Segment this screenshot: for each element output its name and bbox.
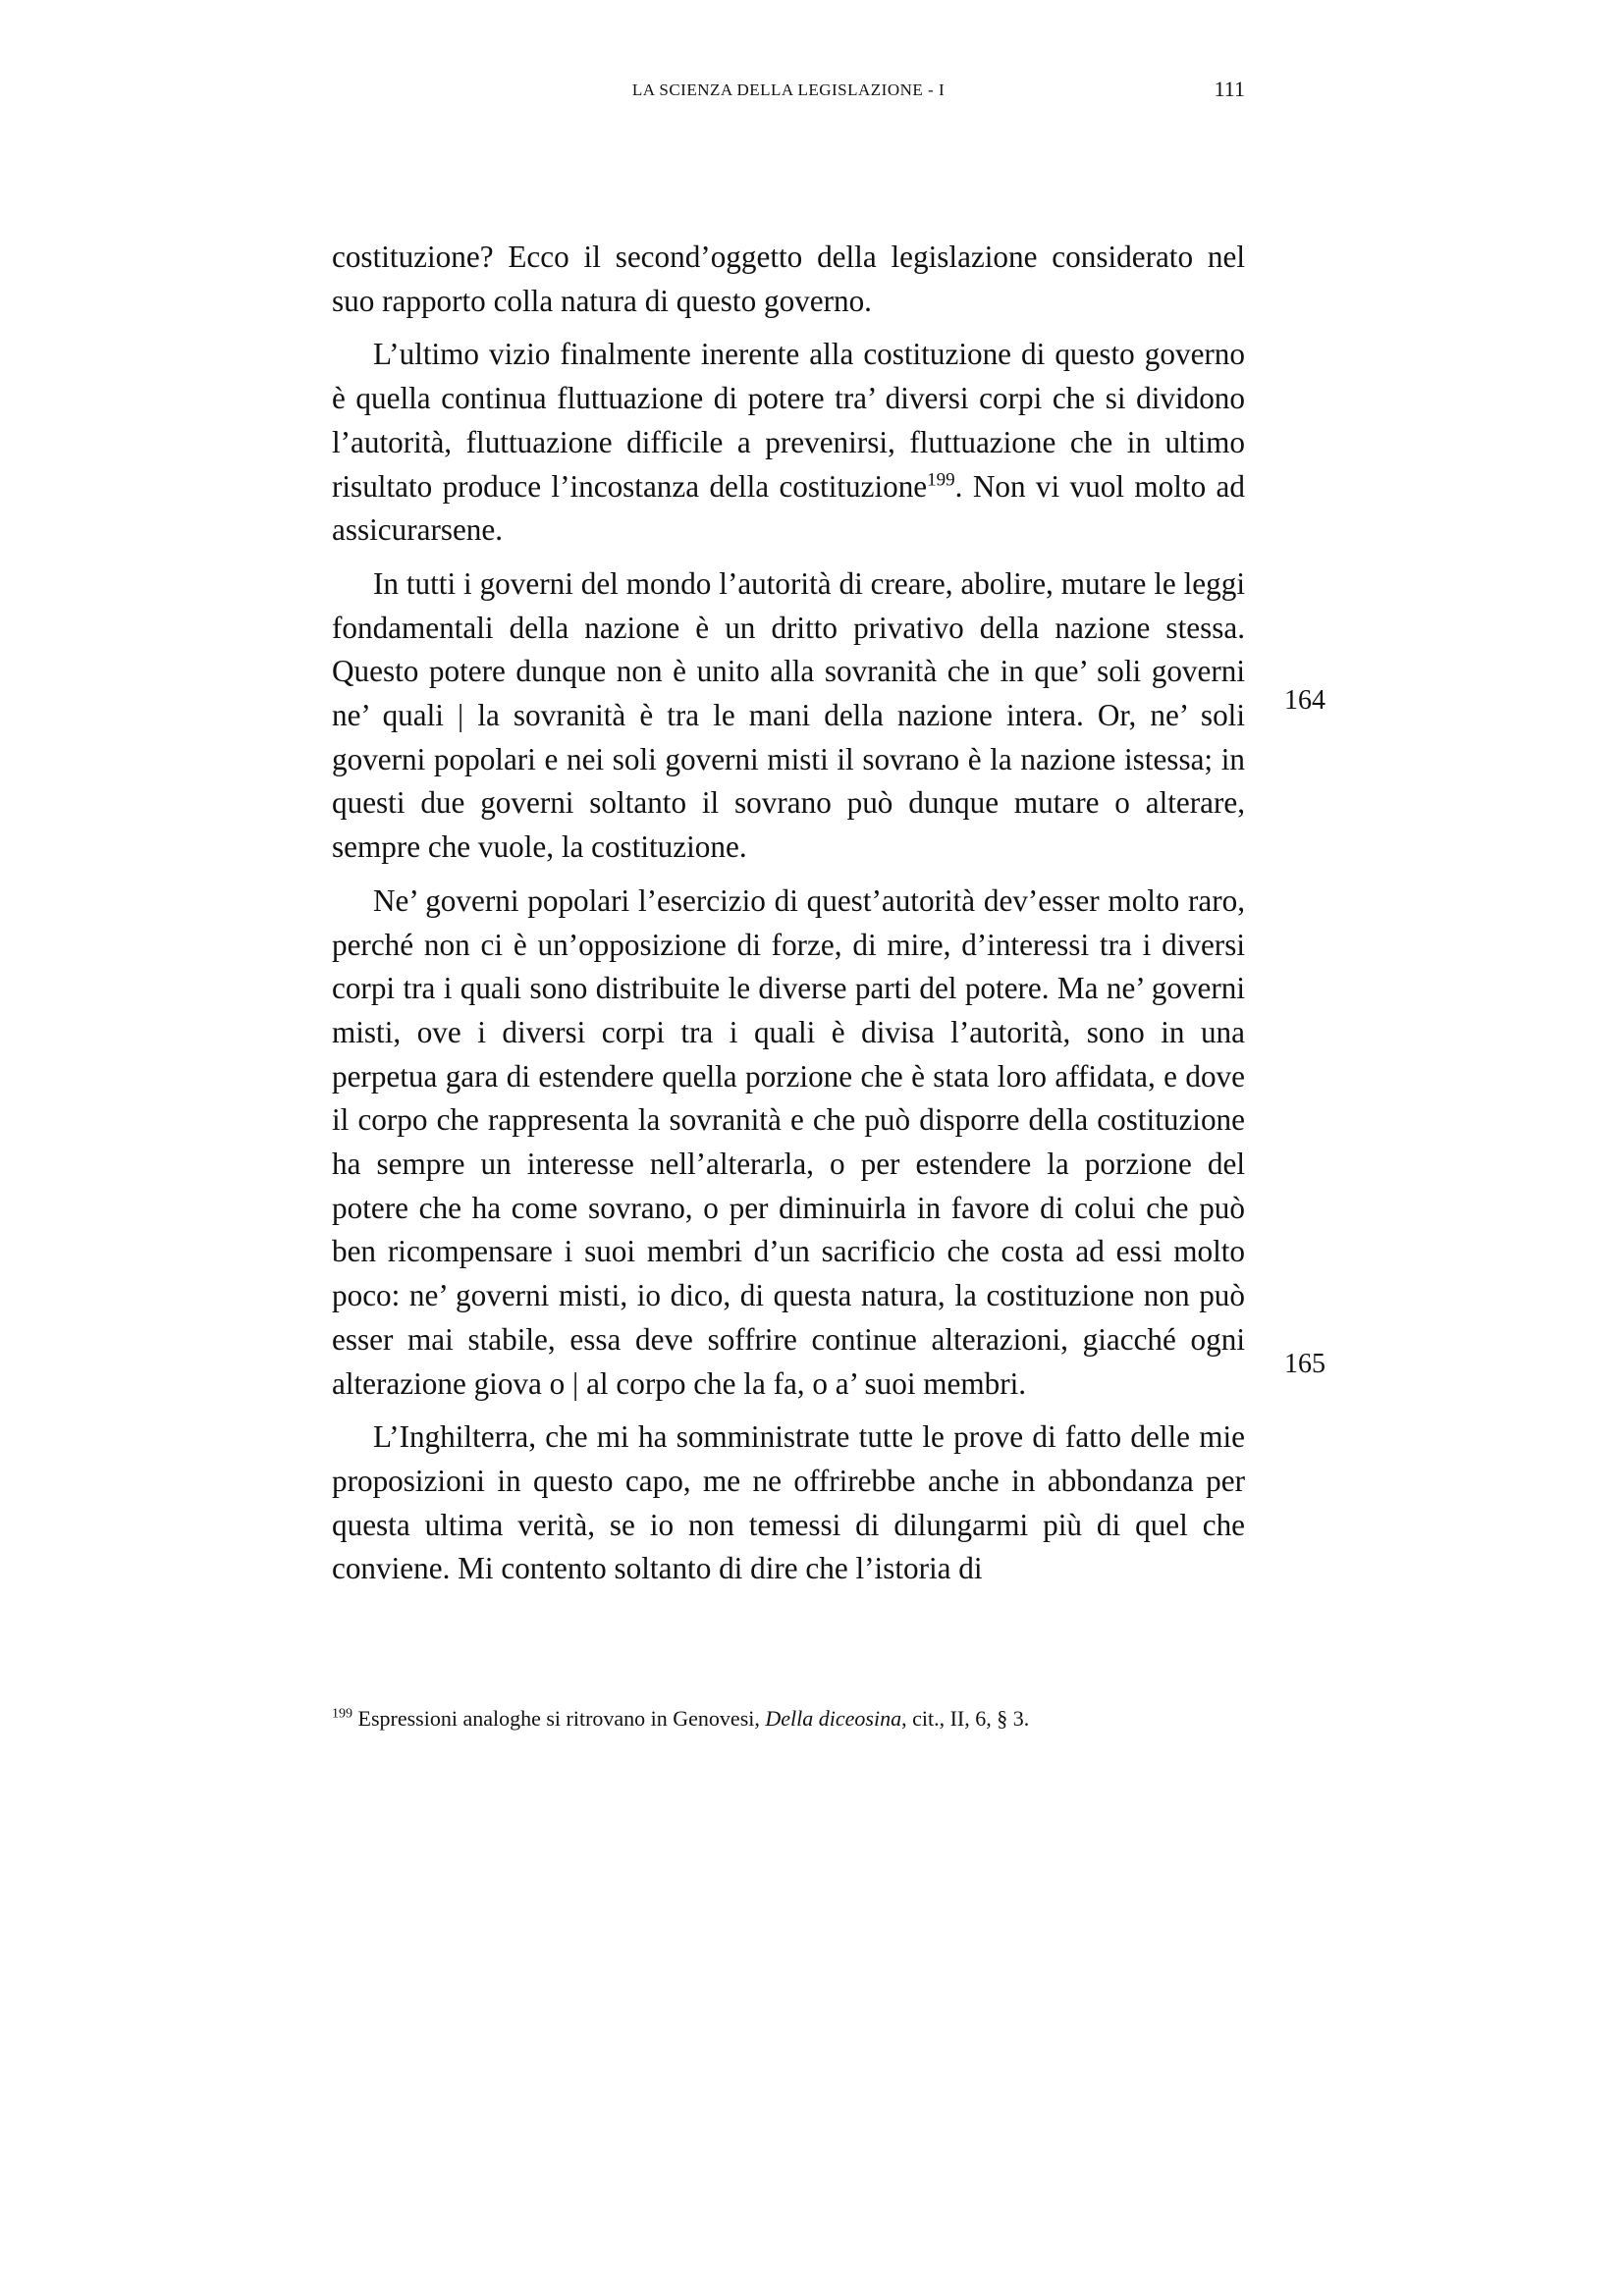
footnote-citation: , cit., II, 6, § 3. — [901, 1706, 1030, 1731]
page-number: 111 — [1214, 77, 1245, 101]
paragraph-5 — [332, 1415, 1245, 1591]
paragraph-4-text: Ne’ governi popolari l’esercizio di quest’autorità dev’esser molto raro, perché non ci è un’opposizione di forze, di mire, d’interessi tra i diversi corpi tra i quali sono distribuite le diverse parti del potere. Ma ne’ governi misti, ove i diversi corpi tra i quali è divisa l’autorità, sono in una perpetua gara di estendere quella porzione che è stata loro affidata, e dove il corpo che rappresenta la sovranità e che può disporre della costituzione ha sempre un interesse nell’alterarla, o per estendere la porzione del potere che ha come sovrano, o per diminuirla in favore di colui che può ben ricompensare i suoi membri d’un sacrificio che costa ad essi molto poco: ne’ governi misti, io dico, di questa natura, la costituzione non può esser mai stabile, essa deve soffrire continue alterazioni, giacché ogni alterazione giova o | al corpo che la fa, o a’ suoi membri. — [332, 882, 1245, 1401]
paragraph-3-text: In tutti i governi del mondo l’autorità di creare, abolire, mutare le leggi fondamentali della nazione è un dritto privativo della nazione stessa. Questo potere dunque non è unito alla sovranità che in que’ soli governi ne’ quali | la sovranità è tra le mani della nazione intera. Or, ne’ soli governi popolari e nei soli governi misti il sovrano è la nazione istessa; in questi due governi soltanto il sovrano può dunque mutare o alterare, sempre che vuole, la costituzione. — [332, 565, 1245, 865]
margin-page-number-165: 165 — [1284, 1349, 1325, 1379]
paragraph-2 — [332, 333, 1245, 553]
running-header — [332, 77, 1245, 106]
paragraph-3 — [332, 562, 1245, 870]
footnote-text: Espressioni analoghe si ritrovano in Genovesi, — [352, 1706, 766, 1731]
running-title: LA SCIENZA DELLA LEGISLAZIONE - I — [631, 80, 946, 99]
footnote-cited-title: Della diceosina — [765, 1706, 902, 1731]
paragraph-2-text-after: . Non vi vuol molto ad assicurarsene. — [332, 468, 1245, 548]
paragraph-1 — [332, 236, 1245, 323]
paragraph-4 — [332, 880, 1245, 1406]
footnote-199 — [332, 1704, 1245, 1734]
footnote-reference-199[interactable]: 199 — [927, 469, 955, 491]
paragraph-5-text: L’Inghilterra, che mi ha somministrate tutte le prove di fatto delle mie proposizioni in questo capo, me ne offrirebbe anche in abbondanza per questa ultima verità, se io non temessi di dilungarmi più di quel che conviene. Mi contento soltanto di dire che l’istoria di — [332, 1419, 1245, 1586]
paragraph-2-text: L’ultimo vizio finalmente inerente alla costituzione di questo governo è quella continua fluttuazione di potere tra’ diversi corpi che si dividono l’autorità, fluttuazione difficile a prevenirsi, fluttuazione che in ultimo risultato produce l’incostanza della costituzione — [332, 337, 1245, 504]
footnote-marker: 199 — [332, 1706, 352, 1722]
paragraph-1-text: costituzione? Ecco il second’oggetto della legislazione considerato nel suo rapporto colla natura di questo governo. — [332, 240, 1245, 318]
body-text — [332, 236, 1245, 1601]
margin-page-number-164: 164 — [1284, 685, 1325, 716]
